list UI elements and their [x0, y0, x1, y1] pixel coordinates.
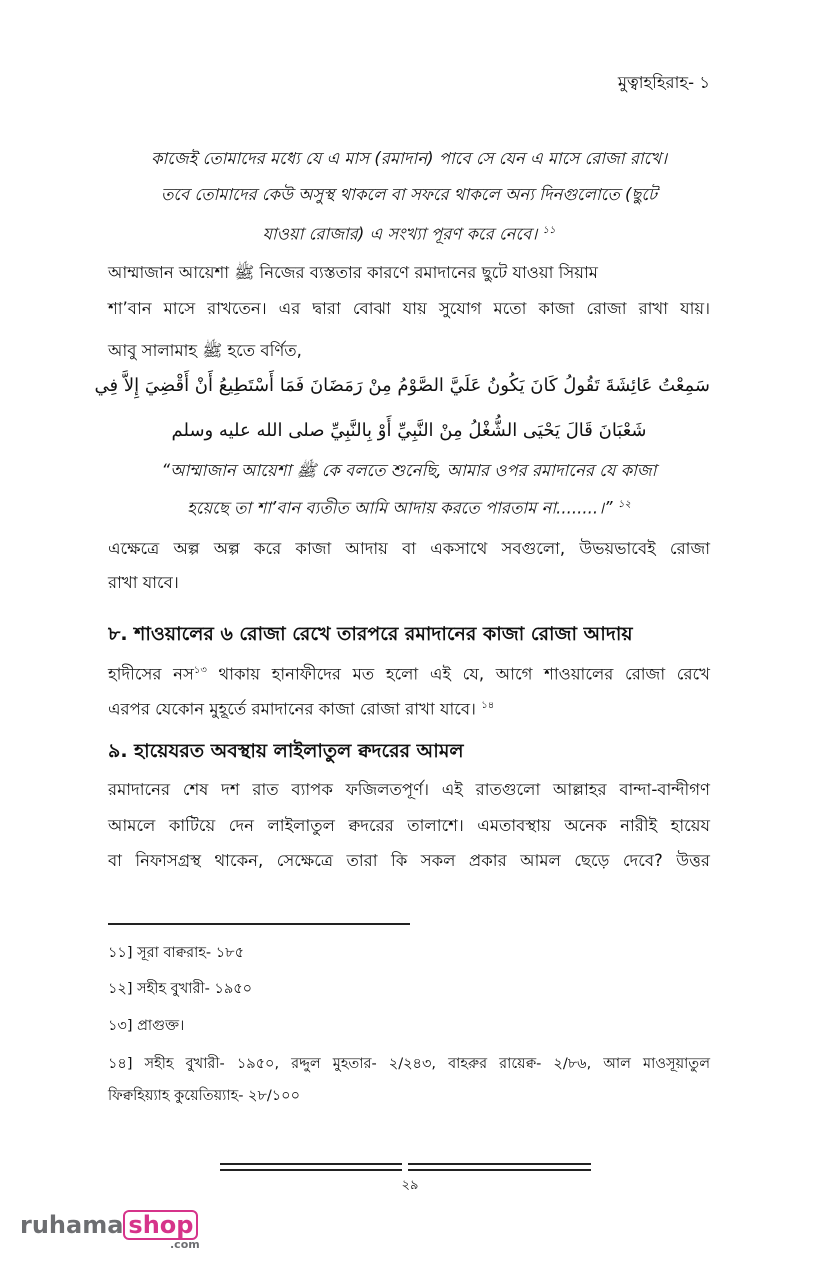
quote-text: যাওয়া রোজার) এ সংখ্যা পূরণ করে নেবে। [262, 224, 538, 244]
quote-text: হয়েছে তা শা’বান ব্যতীত আমি আদায় করতে পারতাম না........।” [187, 498, 613, 518]
section-heading: ৯. হায়েযরত অবস্থায় লাইলাতুল ক্বদরের আমল [108, 740, 464, 762]
body-text: এরপর যেকোন মুহূর্তে রমাদানের কাজা রোজা রাখা যাবে। [108, 699, 476, 719]
footer-rule [408, 1163, 591, 1165]
footer-rule [408, 1169, 591, 1171]
quote-line: কাজেই তোমাদের মধ্যে যে এ মাস (রমাদান) পাবে সে যেন এ মাসে রোজা রাখে। [150, 149, 668, 168]
logo-domain: .com [170, 1238, 200, 1251]
body-line: রমাদানের শেষ দশ রাত ব্যাপক ফজিলতপূর্ণ। এই রাতগুলো আল্লাহর বান্দা-বান্দীগণ [108, 780, 710, 799]
body-line: এক্ষেত্রে অল্প অল্প করে কাজা আদায় বা একসাথে সবগুলো, উভয়ভাবেই রোজা [108, 539, 710, 558]
footnote-ref[interactable]: ১২ [617, 499, 631, 510]
footnote: ১২] সহীহ বুখারী- ১৯৫০ [108, 981, 253, 997]
body-line: আম্মাজান আয়েশা ﷺ নিজের ব্যস্ততার কারণে রমাদানের ছুটে যাওয়া সিয়াম [108, 263, 598, 282]
footnote-ref[interactable]: ১৪ [481, 700, 495, 711]
body-line: আবু সালামাহ ﷺ হতে বর্ণিত, [108, 341, 302, 360]
body-line [108, 660, 710, 686]
logo-shop: shop [123, 1210, 198, 1240]
logo-text: ruhama [20, 1211, 124, 1239]
running-header: মুত্বাহহিরাহ- ১ [617, 73, 710, 92]
body-line: শা’বান মাসে রাখতেন। এর দ্বারা বোঝা যায় সুযোগ মতো কাজা রোজা রাখা যায়। [108, 299, 710, 318]
arabic-line: سَمِعْتُ عَائِشَةَ تَقُولُ كَانَ يَكُونُ عَلَيَّ الصَّوْمُ مِنْ رَمَضَانَ فَمَا أَسْتَطِيعُ أَنْ أَقْضِيَ إِلاَّ فِي [94, 375, 710, 396]
footnote-divider [108, 923, 410, 925]
body-line: আমলে কাটিয়ে দেন লাইলাতুল ক্বদরের তালাশে। এমতাবস্থায় অনেক নারীই হায়েয [108, 816, 710, 835]
body-line: বা নিফাসগ্রস্থ থাকেন, সেক্ষেত্রে তারা কি সকল প্রকার আমল ছেড়ে দেবে? উত্তর [108, 851, 710, 870]
quote-line [108, 220, 710, 246]
footnote-ref[interactable]: ১৩ [193, 665, 207, 676]
footnote: ১১] সূরা বাক্বরাহ- ১৮৫ [108, 945, 245, 961]
arabic-line: شَعْبَانَ قَالَ يَحْيَى الشُّغْلُ مِنْ النَّبِيِّ أَوْ بِالنَّبِيِّ صلى الله عليه وسلم [171, 420, 647, 441]
quote-line: তবে তোমাদের কেউ অসুস্থ থাকলে বা সফরে থাকলে অন্য দিনগুলোতে (ছুটে [160, 185, 658, 204]
section-heading: ৮. শাওয়ালের ৬ রোজা রেখে তারপরে রমাদানের কাজা রোজা আদায় [108, 623, 633, 645]
ruhamashop-logo [20, 1210, 200, 1251]
body-line: রাখা যাবে। [108, 573, 179, 592]
body-text: হাদীসের নস [108, 664, 194, 684]
footer-rule [220, 1169, 402, 1171]
footnote: ফিক্বহিয়্যাহ কুয়েতিয়্যাহ- ২৮/১০০ [108, 1088, 301, 1104]
footnote: ১৩] প্রাগুক্ত। [108, 1018, 185, 1034]
page-number: ২৯ [401, 1178, 419, 1193]
body-line [108, 695, 710, 721]
body-text: থাকায় হানাফীদের মত হলো এই যে, আগে শাওয়ালের রোজা রেখে [206, 664, 710, 684]
footnote: ১৪] সহীহ বুখারী- ১৯৫০, রদ্দুল মুহতার- ২/২৪৩, বাহরুর রায়েক্ব- ২/৮৬, আল মাওসূয়াতুল [108, 1056, 710, 1072]
quote-line: “আম্মাজান আয়েশা ﷺ কে বলতে শুনেছি, আমার ওপর রমাদানের যে কাজা [161, 461, 657, 480]
quote-line [108, 494, 710, 520]
footnote-ref[interactable]: ১১ [542, 225, 556, 236]
footer-rule [220, 1163, 402, 1165]
